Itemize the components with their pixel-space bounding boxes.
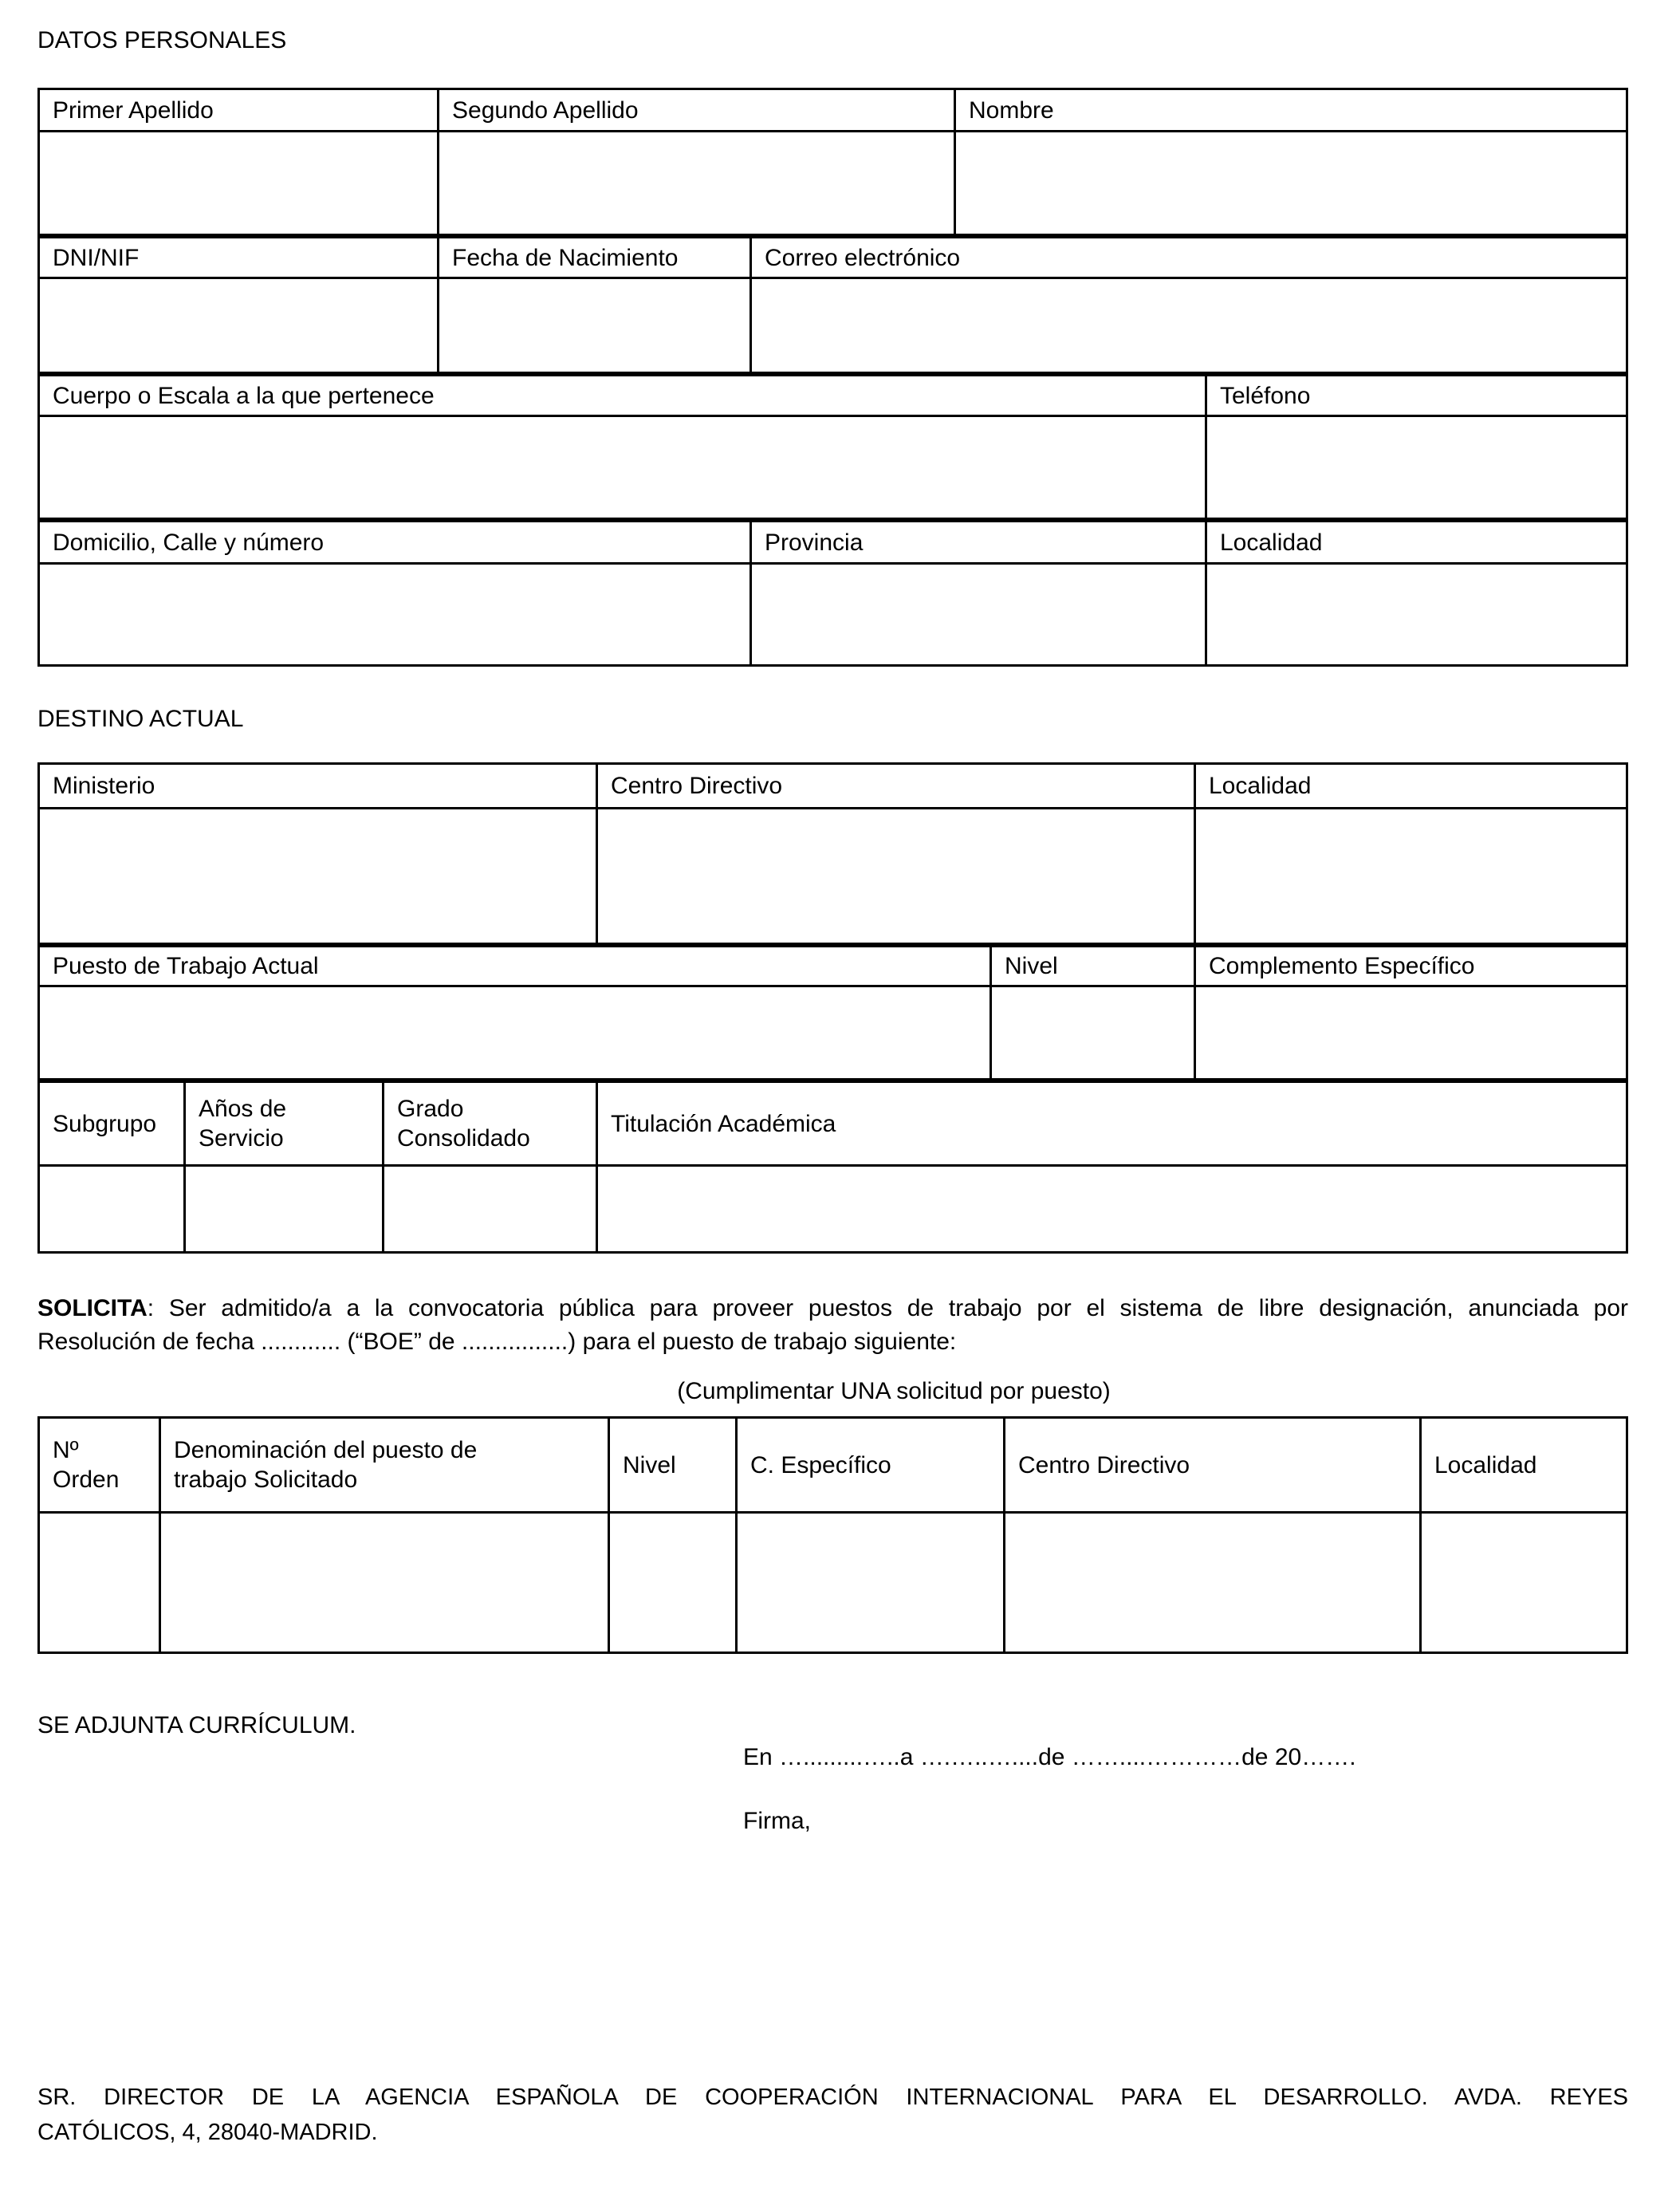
table-row-group xyxy=(37,520,1628,667)
telefono-label: Teléfono xyxy=(1207,376,1626,417)
solicita-line1 xyxy=(37,1292,1628,1325)
firma-label: Firma, xyxy=(743,1808,811,1834)
table-row-group xyxy=(37,1416,1628,1654)
num-orden-input[interactable] xyxy=(40,1514,161,1652)
correo-electronico-input[interactable] xyxy=(752,279,1626,372)
complemento-especifico-input[interactable] xyxy=(1196,987,1626,1078)
localidad-input[interactable] xyxy=(1207,565,1626,664)
dni-nif-input[interactable] xyxy=(40,279,439,372)
localidad-solicitada-input[interactable] xyxy=(1422,1514,1626,1652)
solicita-label: SOLICITA xyxy=(37,1295,148,1321)
table-row-group xyxy=(37,88,1628,236)
correo-electronico-label: Correo electrónico xyxy=(752,238,1626,279)
destino-actual-table xyxy=(37,762,1628,1254)
ministerio-label: Ministerio xyxy=(40,765,598,809)
domicilio-input[interactable] xyxy=(40,565,752,664)
nombre-label: Nombre xyxy=(956,90,1626,132)
nivel-input[interactable] xyxy=(992,987,1196,1078)
primer-apellido-label: Primer Apellido xyxy=(40,90,439,132)
fecha-nacimiento-label: Fecha de Nacimiento xyxy=(439,238,752,279)
puesto-trabajo-actual-label: Puesto de Trabajo Actual xyxy=(40,947,992,987)
subgrupo-input[interactable] xyxy=(40,1167,186,1251)
anos-servicio-input[interactable] xyxy=(186,1167,384,1251)
solicita-line2: Resolución de fecha ............ (“BOE” de ................) para el puesto de trabajo siguiente: xyxy=(37,1329,957,1355)
denominacion-puesto-input[interactable] xyxy=(161,1514,610,1652)
provincia-input[interactable] xyxy=(752,565,1207,664)
telefono-input[interactable] xyxy=(1207,417,1626,518)
c-especifico-label: C. Específico xyxy=(738,1419,1005,1514)
table-row-group xyxy=(37,762,1628,945)
localidad-label: Localidad xyxy=(1207,522,1626,565)
localidad-destino-input[interactable] xyxy=(1196,809,1626,943)
num-orden-label: Nº Orden xyxy=(40,1419,161,1514)
nombre-input[interactable] xyxy=(956,132,1626,234)
datos-personales-table xyxy=(37,88,1628,667)
puesto-trabajo-actual-input[interactable] xyxy=(40,987,992,1078)
cuerpo-escala-input[interactable] xyxy=(40,417,1207,518)
cumplimentar-note: (Cumplimentar UNA solicitud por puesto) xyxy=(677,1378,1111,1404)
titulacion-academica-input[interactable] xyxy=(598,1167,1626,1251)
subgrupo-label: Subgrupo xyxy=(40,1083,186,1167)
centro-directivo-solicitado-input[interactable] xyxy=(1005,1514,1422,1652)
titulacion-academica-label: Titulación Académica xyxy=(598,1083,1626,1167)
fecha-lugar-line: En ….........…..a ….…..…....de ……....…………de 20……. xyxy=(743,1744,1356,1770)
anos-servicio-label: Años de Servicio xyxy=(186,1083,384,1167)
grado-consolidado-input[interactable] xyxy=(384,1167,598,1251)
footer-line2: CATÓLICOS, 4, 28040-MADRID. xyxy=(37,2120,378,2145)
solicita-paragraph xyxy=(37,1292,1628,1359)
footer-address xyxy=(37,2080,1628,2150)
primer-apellido-input[interactable] xyxy=(40,132,439,234)
table-row-group xyxy=(37,1081,1628,1254)
table-row-group xyxy=(37,374,1628,520)
destino-actual-heading: DESTINO ACTUAL xyxy=(37,706,244,732)
nivel-solicitado-label: Nivel xyxy=(610,1419,738,1514)
datos-personales-heading: DATOS PERSONALES xyxy=(37,27,287,53)
nivel-solicitado-input[interactable] xyxy=(610,1514,738,1652)
localidad-destino-label: Localidad xyxy=(1196,765,1626,809)
se-adjunta-curriculum-text: SE ADJUNTA CURRÍCULUM. xyxy=(37,1712,356,1738)
complemento-especifico-label: Complemento Específico xyxy=(1196,947,1626,987)
provincia-label: Provincia xyxy=(752,522,1207,565)
centro-directivo-input[interactable] xyxy=(598,809,1196,943)
fecha-nacimiento-input[interactable] xyxy=(439,279,752,372)
segundo-apellido-input[interactable] xyxy=(439,132,956,234)
ministerio-input[interactable] xyxy=(40,809,598,943)
c-especifico-input[interactable] xyxy=(738,1514,1005,1652)
puesto-solicitado-table xyxy=(37,1416,1628,1654)
domicilio-label: Domicilio, Calle y número xyxy=(40,522,752,565)
grado-consolidado-label: Grado Consolidado xyxy=(384,1083,598,1167)
cuerpo-escala-label: Cuerpo o Escala a la que pertenece xyxy=(40,376,1207,417)
footer-line1: SR. DIRECTOR DE LA AGENCIA ESPAÑOLA DE COOPERACIÓN INTERNACIONAL PARA EL DESARROLLO. AVDA. REYES xyxy=(37,2085,1628,2110)
table-row-group xyxy=(37,236,1628,374)
nivel-label: Nivel xyxy=(992,947,1196,987)
centro-directivo-label: Centro Directivo xyxy=(598,765,1196,809)
localidad-solicitada-label: Localidad xyxy=(1422,1419,1626,1514)
solicita-line1-text: : Ser admitido/a a la convocatoria pública para proveer puestos de trabajo por el sistema de libre designación, anunciada por xyxy=(147,1295,1628,1321)
denominacion-puesto-label: Denominación del puesto de trabajo Solicitado xyxy=(161,1419,610,1514)
centro-directivo-solicitado-label: Centro Directivo xyxy=(1005,1419,1422,1514)
dni-nif-label: DNI/NIF xyxy=(40,238,439,279)
segundo-apellido-label: Segundo Apellido xyxy=(439,90,956,132)
table-row-group xyxy=(37,945,1628,1081)
